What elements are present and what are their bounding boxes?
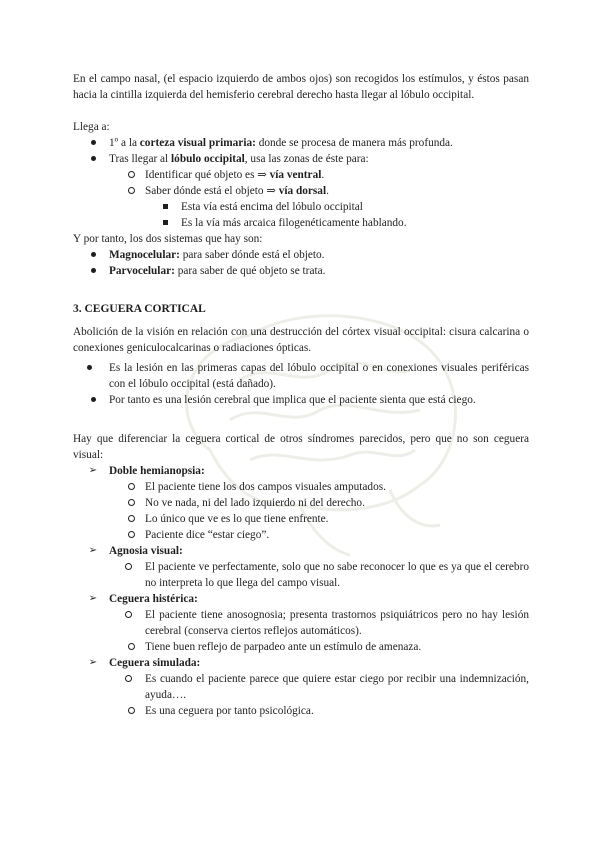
- llega-label: Llega a:: [73, 121, 110, 133]
- bullet-circle-icon: [125, 559, 137, 575]
- list-item: Magnocelular: para saber dónde está el objeto.: [73, 247, 529, 263]
- bullet-circle-icon: [125, 511, 137, 527]
- bullet-circle-icon: [125, 703, 137, 719]
- syndrome-heading: ➢ Ceguera histérica:: [88, 593, 198, 605]
- list-item: Lo único que ve es lo que tiene enfrente.: [73, 511, 529, 527]
- arrow-bullet-icon: ➢: [88, 545, 98, 556]
- arrow-bullet-icon: ➢: [88, 465, 98, 476]
- bullet-square-icon: [160, 215, 170, 231]
- list-item: Esta vía está encima del lóbulo occipital: [73, 199, 529, 215]
- bullet-circle-icon: [125, 639, 137, 655]
- bullet-square-icon: [160, 199, 170, 215]
- list-item: El paciente tiene los dos campos visuales amputados.: [73, 479, 529, 495]
- list-item: Es la lesión en las primeras capas del lóbulo occipital o en conexiones visuales periféricas con el lóbulo occipital (está dañado).: [73, 360, 529, 392]
- bullet-dot-icon: [87, 360, 99, 376]
- intro-paragraph: En el campo nasal, (el espacio izquierdo de ambos ojos) son recogidos los estímulos, y éstos pasan hacia la cintilla izquierda del hemisferio cerebral derecho hasta llegar al lóbulo occipital.: [73, 73, 529, 101]
- bullet-circle-icon: [125, 183, 137, 199]
- syndrome-heading: ➢ Ceguera simulada:: [88, 657, 201, 669]
- list-item: Por tanto es una lesión cerebral que implica que el paciente sienta que está ciego.: [73, 392, 529, 408]
- arrow-bullet-icon: ➢: [88, 593, 98, 604]
- bullet-circle-icon: [125, 479, 137, 495]
- list-item: El paciente tiene anosognosia; presenta trastornos psiquiátricos pero no hay lesión cerebral (conserva ciertos reflejos automáticos).: [73, 607, 529, 639]
- diferenciar-paragraph: Hay que diferenciar la ceguera cortical de otros síndromes parecidos, pero que no son ceguera visual:: [73, 433, 529, 461]
- bullet-dot-icon: [87, 247, 99, 263]
- list-item: Es una ceguera por tanto psicológica.: [73, 703, 529, 719]
- list-item: Tras llegar al lóbulo occipital, usa las zonas de éste para:: [73, 151, 529, 167]
- bullet-dot-icon: [87, 151, 99, 167]
- syndrome-heading: ➢ Doble hemianopsia:: [88, 465, 205, 477]
- list-item: Paciente dice “estar ciego”.: [73, 527, 529, 543]
- section-paragraph: Abolición de la visión en relación con una destrucción del córtex visual occipital: cisura calcarina o conexiones geniculocalcarinas o radiaciones ópticas.: [73, 326, 529, 354]
- list-item: No ve nada, ni del lado izquierdo ni del derecho.: [73, 495, 529, 511]
- syndrome-heading: ➢ Agnosia visual:: [88, 545, 183, 557]
- list-item: El paciente ve perfectamente, solo que no sabe reconocer lo que es ya que el cerebro no interpreta lo que llega del campo visual.: [73, 559, 529, 591]
- bullet-dot-icon: [87, 263, 99, 279]
- list-item: Es la vía más arcaica filogenéticamente hablando.: [73, 215, 529, 231]
- bullet-circle-icon: [125, 671, 137, 687]
- list-item: Tiene buen reflejo de parpadeo ante un estímulo de amenaza.: [73, 639, 529, 655]
- list-item: 1º a la corteza visual primaria: donde se procesa de manera más profunda.: [73, 135, 529, 151]
- bullet-dot-icon: [87, 392, 99, 408]
- list-item: Identificar qué objeto es ⇒ vía ventral.: [73, 167, 529, 183]
- bullet-circle-icon: [125, 495, 137, 511]
- sistemas-label: Y por tanto, los dos sistemas que hay son:: [73, 233, 263, 245]
- list-item: Parvocelular: para saber de qué objeto se trata.: [73, 263, 529, 279]
- list-item: Saber dónde está el objeto ⇒ vía dorsal.: [73, 183, 529, 199]
- bullet-circle-icon: [125, 527, 137, 543]
- list-item: Es cuando el paciente parece que quiere estar ciego por recibir una indemnización, ayuda….: [73, 671, 529, 703]
- arrow-bullet-icon: ➢: [88, 657, 98, 668]
- bullet-dot-icon: [87, 135, 99, 151]
- section-heading: 3. CEGUERA CORTICAL: [73, 303, 206, 315]
- bullet-circle-icon: [125, 607, 137, 623]
- bullet-circle-icon: [125, 167, 137, 183]
